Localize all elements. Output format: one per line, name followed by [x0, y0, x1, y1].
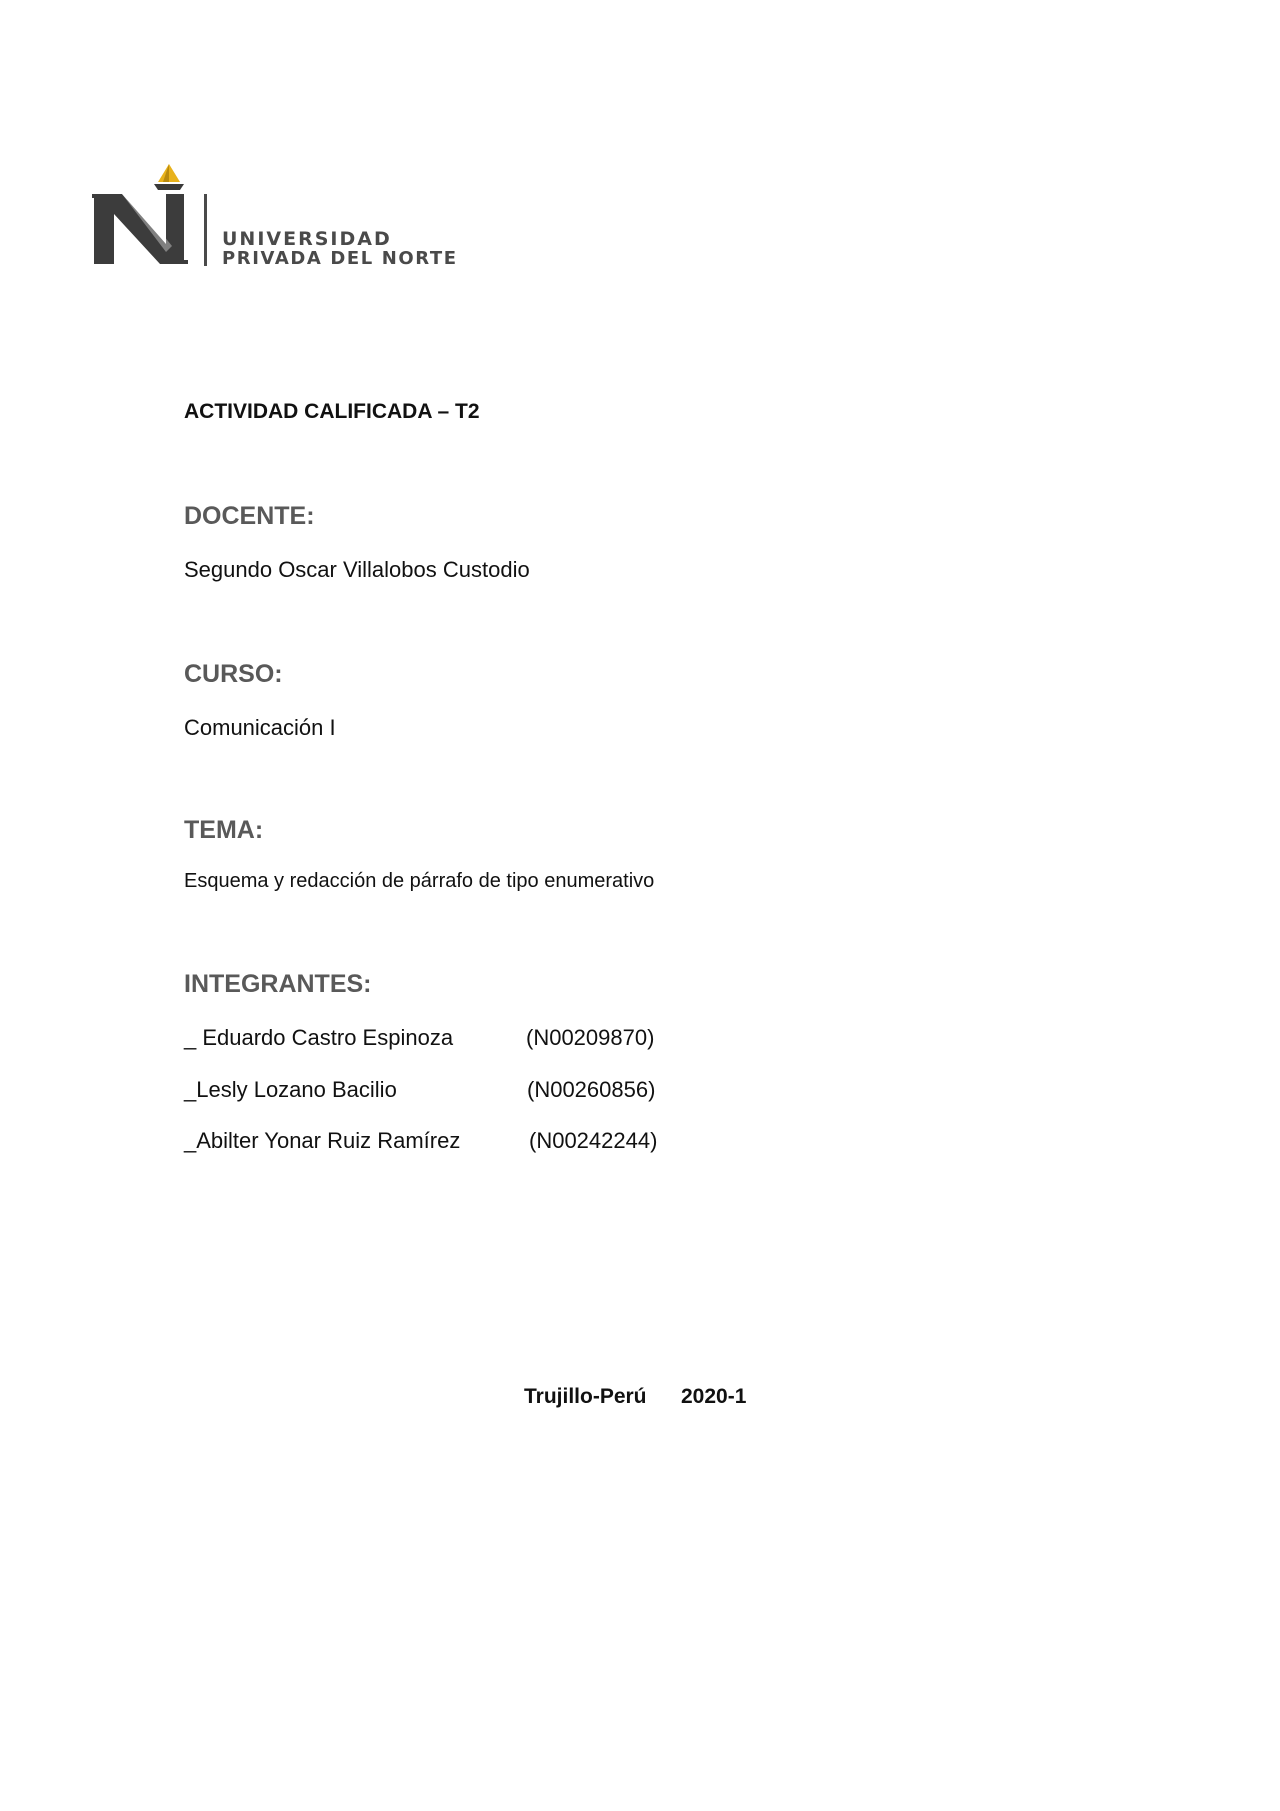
member-code: (N00209870) [526, 1025, 655, 1050]
member-name: _ Eduardo Castro Espinoza [184, 1025, 454, 1050]
logo-line-1: UNIVERSIDAD [222, 228, 392, 250]
logo-divider [204, 194, 207, 266]
logo-wordmark [222, 230, 458, 268]
activity-title: ACTIVIDAD CALIFICADA – T2 [184, 400, 480, 423]
footer-place: Trujillo-Perú [524, 1385, 647, 1408]
footer-period: 2020-1 [681, 1385, 747, 1408]
member-code: (N00260856) [527, 1077, 656, 1102]
logo-line-2: PRIVADA DEL NORTE [222, 248, 458, 269]
tema-value: Esquema y redacción de párrafo de tipo enumerativo [184, 870, 655, 892]
curso-value: Comunicación I [184, 715, 336, 740]
unp-n-logo-icon [92, 164, 212, 274]
member-name: _Abilter Yonar Ruiz Ramírez [184, 1128, 461, 1153]
docente-heading: DOCENTE: [184, 502, 315, 530]
member-code: (N00242244) [529, 1128, 658, 1153]
tema-heading: TEMA: [184, 816, 264, 844]
curso-heading: CURSO: [184, 660, 283, 688]
docente-value: Segundo Oscar Villalobos Custodio [184, 557, 530, 582]
integrantes-heading: INTEGRANTES: [184, 970, 372, 998]
member-name: _Lesly Lozano Bacilio [184, 1077, 397, 1102]
university-logo [92, 164, 562, 274]
